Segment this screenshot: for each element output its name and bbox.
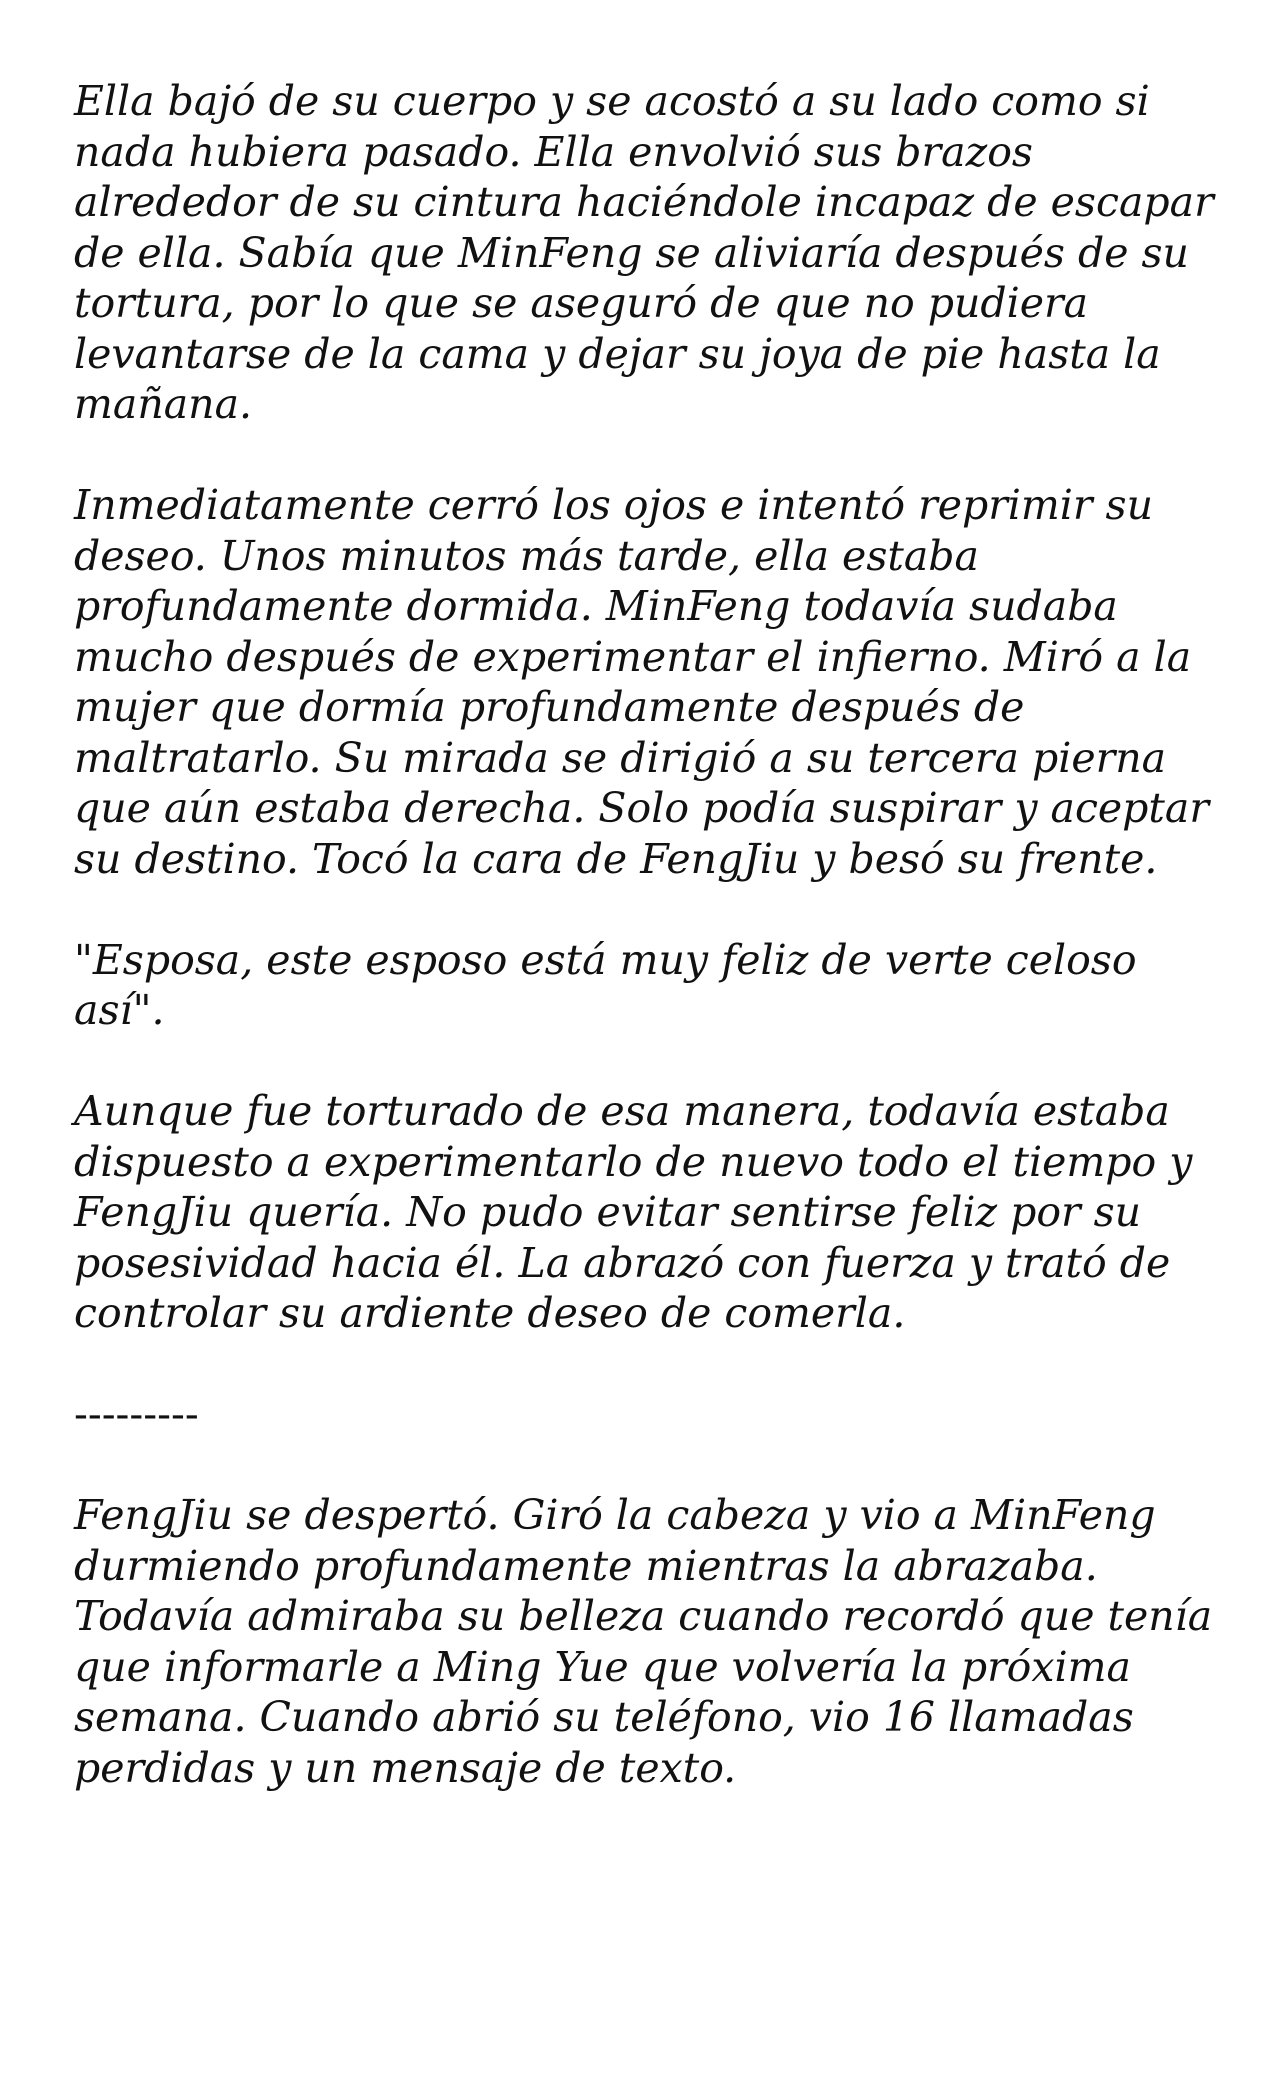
- paragraph-dialogue: "Esposa, este esposo está muy feliz de verte celoso así".: [74, 935, 1137, 1034]
- story-text: [74, 76, 1214, 1844]
- paragraph-4: Aunque fue torturado de esa manera, todavía estaba dispuesto a experimentarlo de nuevo todo el tiempo y FengJiu quería. No pudo evitar sentirse feliz por su posesividad hacia él. La abrazó con fuerza y trató de controlar su ardiente deseo de comerla.: [74, 1087, 1193, 1337]
- section-divider: ---------: [74, 1390, 199, 1438]
- paragraph-1: Ella bajó de su cuerpo y se acostó a su lado como si nada hubiera pasado. Ella envolvió sus brazos alrededor de su cintura haciéndole incapaz de escapar de ella. Sabía que MinFeng se aliviaría después de su tortura, por lo que se aseguró de que no pudiera levantarse de la cama y dejar su joya de pie hasta la mañana.: [74, 77, 1214, 428]
- paragraph-final: FengJiu se despertó. Giró la cabeza y vio a MinFeng durmiendo profundamente mientras la abrazaba. Todavía admiraba su belleza cuando recordó que tenía que informarle a Ming Yue que volvería la próxima semana. Cuando abrió su teléfono, vio 16 llamadas perdidas y un mensaje de texto.: [74, 1491, 1213, 1792]
- paragraph-2: Inmediatamente cerró los ojos e intentó reprimir su deseo. Unos minutos más tarde, ella estaba profundamente dormida. MinFeng todavía sudaba mucho después de experimentar el infierno. Miró a la mujer que dormía profundamente después de maltratarlo. Su mirada se dirigió a su tercera pierna que aún estaba derecha. Solo podía suspirar y aceptar su destino. Tocó la cara de FengJiu y besó su frente.: [74, 481, 1209, 883]
